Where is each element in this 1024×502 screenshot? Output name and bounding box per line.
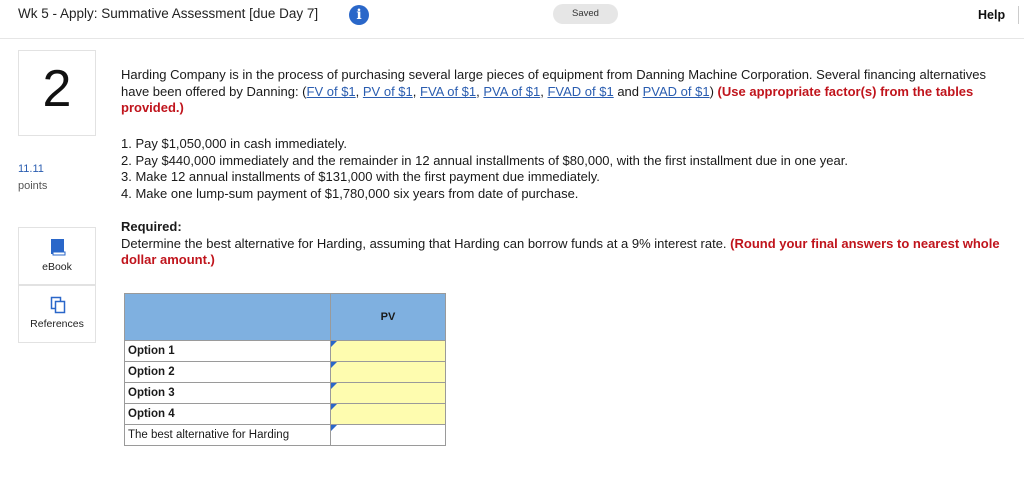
input-marker-icon xyxy=(331,362,337,368)
separator: and xyxy=(613,83,643,99)
points-value: 11.11 xyxy=(18,163,44,175)
book-icon xyxy=(50,238,66,259)
separator: ) xyxy=(709,83,718,99)
required-instruction: (Round your final answers to nearest whole dollar amount.) xyxy=(121,235,1000,267)
ebook-label: eBook xyxy=(42,261,72,273)
best-alternative-select[interactable] xyxy=(331,425,446,446)
required-text: Determine the best alternative for Harding, assuming that Harding can borrow funds at a 9% interest rate. xyxy=(121,235,731,251)
row-label-option-2: Option 2 xyxy=(125,362,331,383)
link-pva-of-1[interactable]: PVA of $1 xyxy=(483,83,541,99)
separator: , xyxy=(355,83,363,99)
alternatives-list xyxy=(121,136,1001,202)
option-3-pv-input[interactable] xyxy=(331,383,446,404)
link-pv-of-1[interactable]: PV of $1 xyxy=(362,83,413,99)
intro-instruction: (Use appropriate factor(s) from the tables provided.) xyxy=(121,83,974,115)
top-bar xyxy=(0,0,1024,39)
required-section xyxy=(121,219,1011,269)
list-item: 2. Pay $440,000 immediately and the remainder in 12 annual installments of $80,000, with the first installment due in one year. xyxy=(121,152,848,168)
row-label-option-1: Option 1 xyxy=(125,341,331,362)
input-marker-icon xyxy=(331,404,337,410)
link-fv-of-1[interactable]: FV of $1 xyxy=(306,83,356,99)
dropdown-marker-icon xyxy=(331,425,337,431)
option-4-pv-input[interactable] xyxy=(331,404,446,425)
intro-text: Harding Company is in the process of purchasing several large pieces of equipment from Danning Machine Corporation. Several financing alternatives have been offered by Danning: ( xyxy=(121,67,986,99)
option-2-pv-input[interactable] xyxy=(331,362,446,383)
row-label-option-3: Option 3 xyxy=(125,383,331,404)
copy-icon xyxy=(50,296,66,317)
separator: , xyxy=(412,83,420,99)
list-item: 4. Make one lump-sum payment of $1,780,000 six years from date of purchase. xyxy=(121,185,579,201)
question-intro xyxy=(121,67,1001,117)
row-label-option-4: Option 4 xyxy=(125,404,331,425)
question-number: 2 xyxy=(42,60,72,118)
help-link[interactable]: Help xyxy=(978,8,1006,22)
assessment-title: Wk 5 - Apply: Summative Assessment [due Day 7] xyxy=(18,6,319,21)
saved-status-badge: Saved xyxy=(553,4,618,24)
references-button[interactable] xyxy=(18,285,96,343)
separator: , xyxy=(540,83,548,99)
link-fvad-of-1[interactable]: FVAD of $1 xyxy=(547,83,614,99)
info-icon[interactable]: i xyxy=(349,5,369,25)
list-item: 1. Pay $1,050,000 in cash immediately. xyxy=(121,136,347,151)
option-1-pv-input[interactable] xyxy=(331,341,446,362)
required-heading: Required: xyxy=(121,219,182,234)
list-item: 3. Make 12 annual installments of $131,000 with the first payment due immediately. xyxy=(121,169,600,184)
link-pvad-of-1[interactable]: PVAD of $1 xyxy=(642,83,710,99)
row-label-best-alternative: The best alternative for Harding xyxy=(125,425,331,446)
separator: , xyxy=(476,83,484,99)
pv-table xyxy=(124,293,446,446)
pv-column-header: PV xyxy=(331,294,446,341)
table-header-blank xyxy=(125,294,331,341)
question-number-box xyxy=(18,50,96,136)
points-label: points xyxy=(18,180,48,192)
references-label: References xyxy=(30,318,84,330)
input-marker-icon xyxy=(331,341,337,347)
input-marker-icon xyxy=(331,383,337,389)
link-fva-of-1[interactable]: FVA of $1 xyxy=(420,83,477,99)
divider xyxy=(1018,6,1019,24)
ebook-button[interactable] xyxy=(18,227,96,285)
